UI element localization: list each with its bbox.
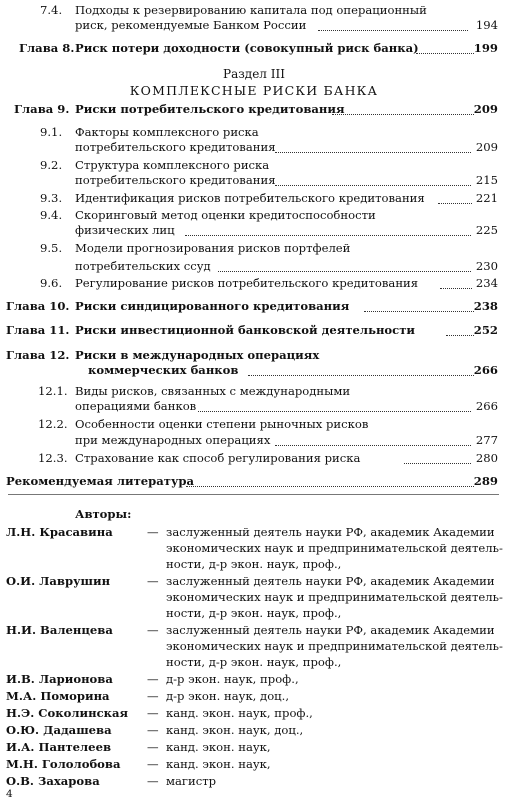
page-ref: 230 — [475, 259, 498, 273]
item-title: Модели прогнозирования рисков портфелей — [75, 241, 351, 255]
page-ref: 209 — [475, 140, 498, 154]
item-number: 12.2. — [38, 417, 68, 431]
author-name: М.А. Поморина — [6, 689, 110, 703]
author-name: И.А. Пантелеев — [6, 740, 111, 754]
page-ref: 234 — [475, 276, 498, 290]
page-number: 4 — [6, 788, 13, 800]
leader-dots — [275, 151, 471, 153]
dash: — — [147, 672, 159, 686]
chapter-title: Риски потребительского кредитования — [75, 102, 345, 116]
chapter-label: Глава 10. — [6, 299, 70, 313]
item-number: 9.2. — [40, 158, 63, 172]
item-number: 9.5. — [40, 241, 63, 255]
item-title: Структура комплексного риска — [75, 158, 270, 172]
section-title: КОМПЛЕКСНЫЕ РИСКИ БАНКА — [129, 83, 379, 98]
page-ref: 266 — [475, 399, 498, 413]
author-desc: ности, д-р экон. наук, проф., — [166, 557, 342, 571]
leader-dots — [185, 234, 471, 236]
author-name: М.Н. Гололобова — [6, 757, 121, 771]
leader-dots — [218, 270, 471, 272]
item-title: Особенности оценки степени рыночных рисков — [75, 417, 369, 431]
page-ref: 252 — [473, 323, 498, 337]
author-desc: заслуженный деятель науки РФ, академик Академии — [166, 525, 495, 539]
leader-dots — [332, 113, 474, 115]
author-desc: д-р экон. наук, доц., — [166, 689, 290, 703]
page-ref: 289 — [473, 474, 498, 488]
page-ref: 215 — [475, 173, 498, 187]
item-title: Подходы к резервированию капитала под операционный — [75, 3, 427, 17]
page-ref: 266 — [473, 363, 498, 377]
item-number: 12.3. — [38, 451, 68, 465]
dash: — — [147, 574, 159, 588]
author-name: Н.И. Валенцева — [6, 623, 113, 637]
item-title: Скоринговый метод оценки кредитоспособности — [75, 208, 376, 222]
item-number: 7.4. — [40, 3, 63, 17]
author-name: О.И. Лаврушин — [6, 574, 111, 588]
chapter-title: коммерческих банков — [88, 363, 239, 377]
author-desc: экономических наук и предпринимательской деятель- — [166, 590, 503, 604]
item-title: потребительского кредитования — [75, 173, 276, 187]
chapter-title: Риски синдицированного кредитования — [75, 299, 350, 313]
author-desc: экономических наук и предпринимательской деятель- — [166, 541, 503, 555]
leader-dots — [404, 462, 471, 464]
author-desc: канд. экон. наук, доц., — [166, 723, 304, 737]
author-name: Л.Н. Красавина — [6, 525, 113, 539]
item-title: при международных операциях — [75, 433, 271, 447]
author-desc: канд. экон. наук, — [166, 757, 271, 771]
authors-heading: Авторы: — [75, 507, 132, 521]
chapter-label: Глава 8. — [19, 41, 75, 55]
dash: — — [147, 774, 159, 788]
page-ref: 194 — [475, 18, 498, 32]
dash: — — [147, 689, 159, 703]
leader-dots — [186, 485, 474, 487]
author-desc: магистр — [166, 774, 217, 788]
page-ref: 238 — [473, 299, 498, 313]
author-desc: канд. экон. наук, проф., — [166, 706, 313, 720]
leader-dots — [318, 29, 468, 31]
author-name: О.Ю. Дадашева — [6, 723, 112, 737]
page-ref: 199 — [473, 41, 498, 55]
leader-dots — [364, 310, 474, 312]
author-desc: канд. экон. наук, — [166, 740, 271, 754]
dash: — — [147, 740, 159, 754]
item-title: физических лиц — [75, 223, 175, 237]
dash: — — [147, 623, 159, 637]
page-ref: 277 — [475, 433, 498, 447]
leader-dots — [440, 287, 472, 289]
dash: — — [147, 723, 159, 737]
dash: — — [147, 706, 159, 720]
section-label: Раздел III — [223, 67, 285, 81]
item-number: 9.6. — [40, 276, 63, 290]
item-title: Идентификация рисков потребительского кредитования — [75, 191, 425, 205]
leader-dots — [198, 410, 471, 412]
author-desc: ности, д-р экон. наук, проф., — [166, 655, 342, 669]
item-title: Факторы комплексного риска — [75, 125, 259, 139]
item-title: Страхование как способ регулирования риска — [75, 451, 361, 465]
author-desc: д-р экон. наук, проф., — [166, 672, 299, 686]
chapter-label: Глава 11. — [6, 323, 70, 337]
page-ref: 280 — [475, 451, 498, 465]
leader-dots — [446, 334, 474, 336]
item-number: 12.1. — [38, 384, 68, 398]
author-desc: экономических наук и предпринимательской деятель- — [166, 639, 503, 653]
item-title: потребительских ссуд — [75, 259, 211, 273]
dash: — — [147, 525, 159, 539]
dash: — — [147, 757, 159, 771]
literature-title: Рекомендуемая литература — [6, 474, 195, 488]
author-desc: ности, д-р экон. наук, проф., — [166, 606, 342, 620]
page-ref: 221 — [475, 191, 498, 205]
leader-dots — [275, 184, 471, 186]
author-name: Н.Э. Соколинская — [6, 706, 129, 720]
page-ref: 209 — [473, 102, 498, 116]
item-title: Регулирование рисков потребительского кредитования — [75, 276, 419, 290]
chapter-title: Риски инвестиционной банковской деятельности — [75, 323, 416, 337]
chapter-title: Риск потери доходности (совокупный риск банка) — [75, 41, 419, 55]
item-number: 9.1. — [40, 125, 63, 139]
chapter-label: Глава 9. — [14, 102, 70, 116]
page-ref: 225 — [475, 223, 498, 237]
item-number: 9.3. — [40, 191, 63, 205]
item-title: потребительского кредитования — [75, 140, 276, 154]
item-title: риск, рекомендуемые Банком России — [75, 18, 307, 32]
chapter-label: Глава 12. — [6, 348, 70, 362]
leader-dots — [438, 202, 472, 204]
author-name: О.В. Захарова — [6, 774, 100, 788]
leader-dots — [275, 444, 471, 446]
leader-dots — [248, 374, 474, 376]
item-title: операциями банков — [75, 399, 197, 413]
item-title: Виды рисков, связанных с международными — [75, 384, 351, 398]
author-desc: заслуженный деятель науки РФ, академик Академии — [166, 623, 495, 637]
chapter-title: Риски в международных операциях — [75, 348, 320, 362]
divider — [8, 494, 499, 495]
leader-dots — [416, 52, 474, 54]
author-desc: заслуженный деятель науки РФ, академик Академии — [166, 574, 495, 588]
item-number: 9.4. — [40, 208, 63, 222]
author-name: И.В. Ларионова — [6, 672, 113, 686]
